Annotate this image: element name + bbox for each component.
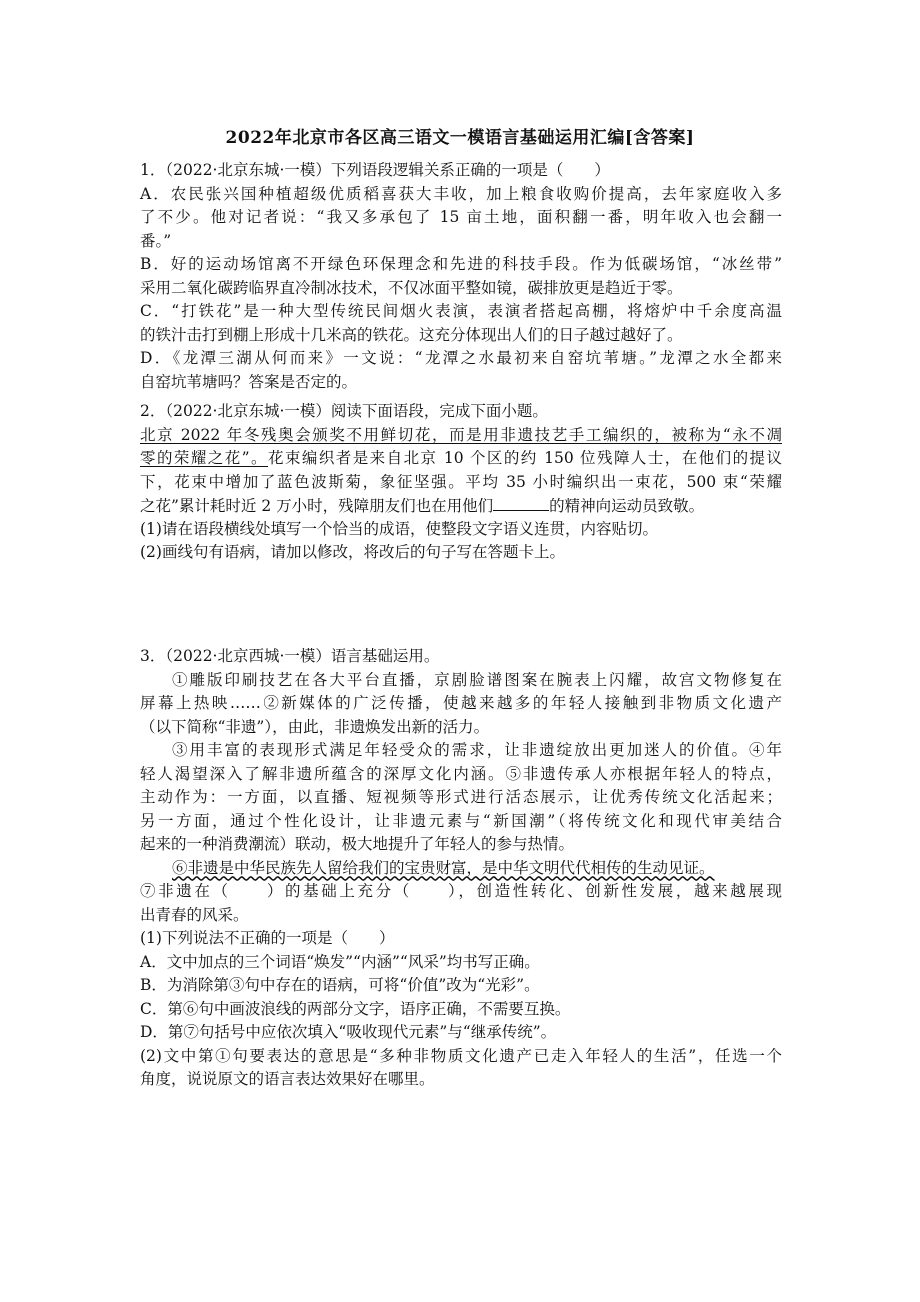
document-title: 2022年北京市各区高三语文一模语言基础运用汇编[含答案] [225, 128, 695, 148]
passage-line: 屏幕上热映……②新媒体的广泛传播，使越来越多的年轻人接触到非物质文化遗产 [140, 694, 782, 712]
option-c-line: C．“打铁花”是一种大型传统民间烟火表演，表演者搭起高棚，将熔炉中千余度高温 [140, 302, 782, 320]
sub-question: (1)下列说法不正确的一项是（ ） [140, 929, 395, 947]
sub-question: (2)画线句有语病，请加以修改，将改后的句子写在答题卡上。 [140, 543, 565, 561]
underlined-sentence: 零的荣耀之花”。 [140, 449, 268, 467]
passage-text: 花束编织者是来自北京 10 个区的约 150 位残障人士，在他们的提议 [268, 449, 782, 467]
question-stem: 1．（2022·北京东城·一模）下列语段逻辑关系正确的一项是（ ） [140, 161, 610, 179]
passage-text: 的精神向运动员致敬。 [549, 497, 705, 515]
sub-question: (2)文中第①句要表达的意思是“多种非物质文化遗产已走入年轻人的生活”，任选一个 [140, 1046, 782, 1065]
option-b: B．为消除第③句中存在的语病，可将“价值”改为“光彩”。 [140, 976, 540, 994]
passage-line [140, 447, 782, 471]
wavy-underlined-sentence: ⑥非遗是中华民族先人留给我们的宝贵财富，是中华文明代代相传的生动见证。 [172, 858, 715, 877]
sub-question: 角度，说说原文的语言表达效果好在哪里。 [140, 1070, 435, 1088]
passage-line: 主动作为：一方面，以直播、短视频等形式进行活态展示，让优秀传统文化活起来； [140, 788, 782, 806]
passage-line: ③用丰富的表现形式满足年轻受众的需求，让非遗绽放出更加迷人的价值。④年 [172, 741, 782, 759]
passage-line: ⑦非遗在（ ）的基础上充分（ ），创造性转化、创新性发展，越来越展现 [140, 882, 782, 900]
option-b-line: B．好的运动场馆离不开绿色环保理念和先进的科技手段。作为低碳场馆，“冰丝带” [140, 255, 782, 273]
passage-line [140, 857, 782, 881]
option-a-line: 了不少。他对记者说：“我又多承包了 15 亩土地，面积翻一番，明年收入也会翻一 [140, 208, 782, 226]
passage-line [140, 424, 782, 448]
option-d: D．第⑦句括号中应依次填入“吸收现代元素”与“继承传统”。 [140, 1023, 557, 1041]
option-b-line: 采用二氧化碳跨临界直冷制冰技术，不仅冰面平整如镜，碳排放更是趋近于零。 [140, 278, 683, 297]
sub-question: (1)请在语段横线处填写一个恰当的成语，使整段文字语义连贯，内容贴切。 [140, 519, 658, 538]
option-c: C．第⑥句中画波浪线的两部分文字，语序正确，不需要互换。 [140, 999, 571, 1018]
passage-line: 轻人渴望深入了解非遗所蕴含的深厚文化内涵。⑤非遗传承人亦根据年轻人的特点， [140, 764, 782, 783]
option-a-line: A．农民张兴国种植超级优质稻喜获大丰收，加上粮食收购价提高，去年家庭收入多 [140, 184, 782, 203]
passage-line: 起来的一种消费潮流）联动，极大地提升了年轻人的参与热情。 [140, 835, 575, 853]
question-3 [140, 645, 782, 1092]
question-1 [140, 159, 782, 394]
passage-line: （以下简称“非遗”），由此，非遗焕发出新的活力。 [140, 717, 490, 736]
option-d-line: 自窑坑苇塘吗？答案是否定的。 [140, 372, 358, 391]
question-stem: 3．（2022·北京西城·一模）语言基础运用。 [140, 647, 440, 665]
option-d-line: D．《龙潭三湖从何而来》一文说：“龙潭之水最初来自窑坑苇塘。”龙潭之水全都来 [140, 349, 782, 367]
question-stem: 2．（2022·北京东城·一模）阅读下面语段，完成下面小题。 [140, 402, 548, 420]
passage-line: ①雕版印刷技艺在各大平台直播，京剧脸谱图案在腕表上闪耀，故宫文物修复在 [172, 670, 782, 689]
passage-text: 之花”累计耗时近 2 万小时，残障朋友们也在用他们 [140, 497, 494, 515]
option-a-line: 番。” [140, 231, 172, 250]
option-a: A．文中加点的三个词语“焕发”“内涵”“风采”均书写正确。 [140, 952, 540, 971]
underlined-sentence: 北京 2022 年冬残奥会颁奖不用鲜切花，而是用非遗技艺手工编织的，被称为“永不凋 [140, 425, 782, 444]
question-2 [140, 400, 782, 565]
passage-line: 另一方面，通过个性化设计，让非遗元素与“新国潮”（将传统文化和现代审美结合 [140, 811, 782, 830]
passage-line: 出青春的风采。 [140, 905, 249, 924]
passage-line: 下，花束中增加了蓝色波斯菊，象征坚强。平均 35 小时编织出一束花，500 束“荣耀 [140, 472, 782, 491]
option-c-line: 的铁汁击打到棚上形成十几米高的铁花。这充分体现出人们的日子越过越好了。 [140, 325, 683, 344]
fill-in-blank [493, 494, 549, 511]
passage-line [140, 494, 782, 518]
